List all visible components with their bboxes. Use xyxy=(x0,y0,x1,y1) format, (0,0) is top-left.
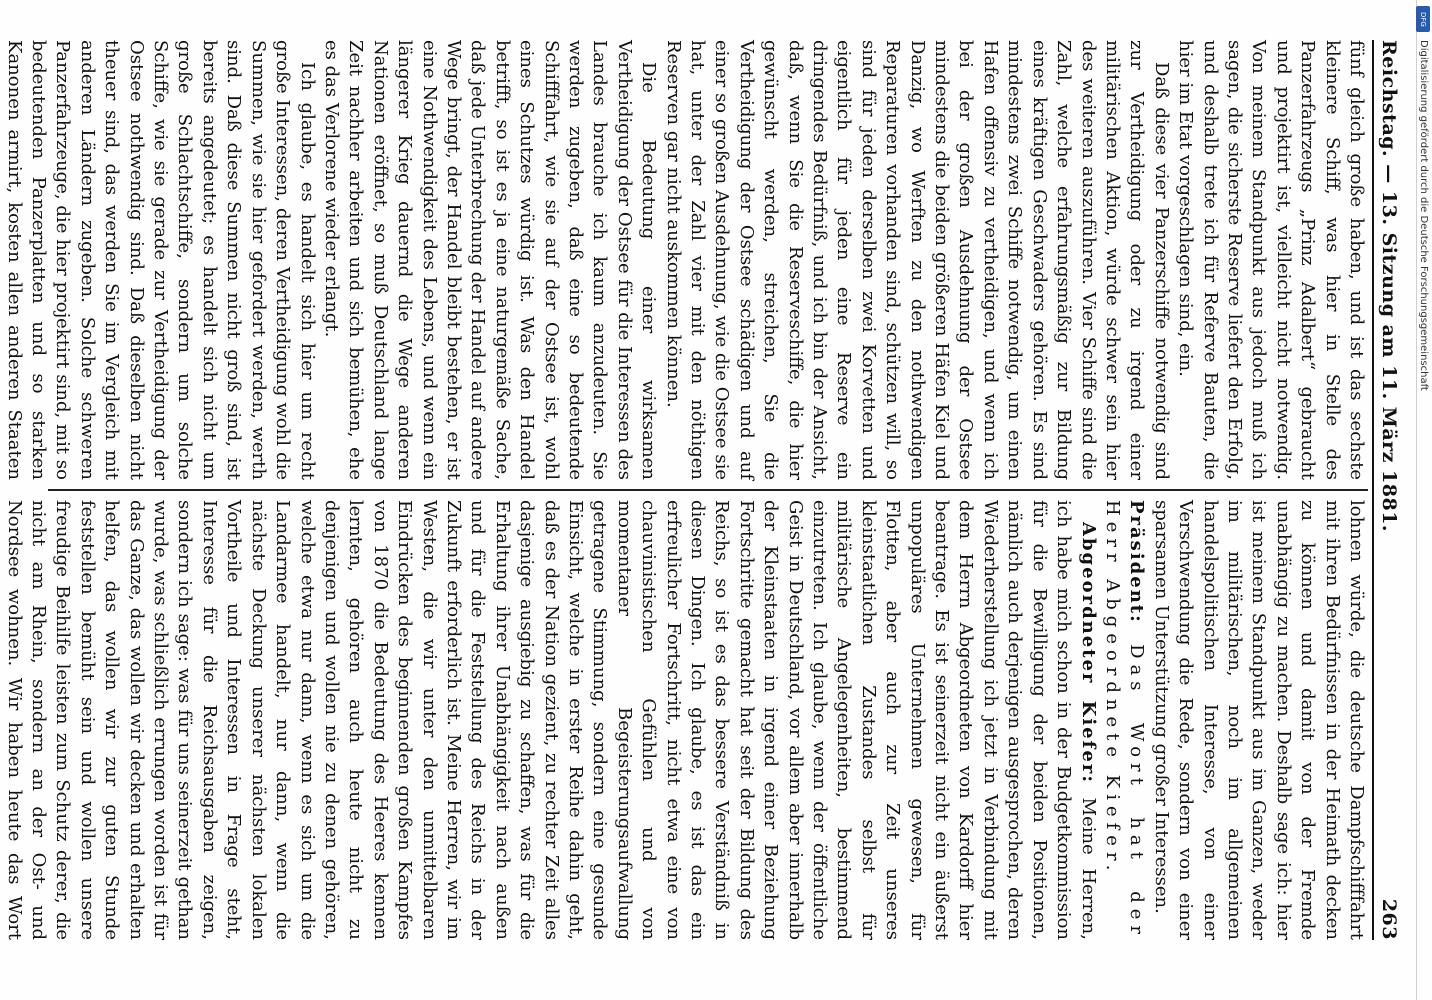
paragraph: Daß diese vier Panzerschiffe notwendig sind zur Vertheidigung oder zu irgend einer militärischen Aktion, würde schwer sein hier des weiteren auszuführen. Vier Schiffe sind die Zahl, welche erfahrungsmäßig zur Bildung eines kräftigen Geschwaders gehören. Es sind mindestens zwei Schiffe notwendig, um einen Hafen offensiv zu vertheidigen, und wenn ich bei der großen Ausdehnung der Ostsee mindestens die beiden größeren Häfen Kiel und Danzig, wo Werften zu den nothwendigen Reparaturen vorhanden sind, schützen will, so sind für jeden derselben zwei Korvetten und eigentlich für jeden eine Reserve ein dringendes Bedürfniß, und ich bin der Ansicht, daß, wenn Sie die Reserveschiffe, die hier gewünscht werden, streichen, Sie die Vertheidigung der Ostsee schädigen und auf einer so großen Ausdehnung, wie die Ostsee sie hat, unter der Zahl vier mit den nöthigen Reserven gar nicht auskommen können. xyxy=(662,40,1172,480)
digitization-sidebar xyxy=(1415,0,1432,1000)
digitization-note: Digitalisierung gefördert durch die Deutsche Forschungsgemeinschaft xyxy=(1418,40,1429,391)
right-column xyxy=(3,500,1368,940)
speech-text: Meine Herren, ich habe mich schon in der Budgetkommission für die Bewilligung der beiden Positionen, nämlich auch derjenigen ausgesprochen, deren Wiederherstellung ich jetzt in Verbindung mit dem Herrn Abgeordneten von Kardorff hier beantrage. Es ist seinerzeit nicht ein äußerst unpopuläres Unternehmen gewesen, für Flotten, aber auch zur Zeit unseres kleinstaatlichen Zustandes selbst für militärische Angelegenheiten, bestimmend einzutreten. Ich glaube, wenn der öffentliche Geist in Deutschland, vor allem aber innerhalb der Kleinstaaten in irgend einer Beziehung Fortschritte gemacht hat seit der Bildung des Reichs, so ist es das bessere Verständniß in diesen Dingen. Ich glaube, es ist das ein erfreulicher Fortschritt, nicht etwa eine von chauvinistischen Gefühlen und von momentaner Begeisterungsaufwallung getragene Stimmung, sondern eine gesunde Einsicht, welche in erster Reihe dahin geht, daß es der Nation gezient, zu rechter Zeit alles dasjenige ausgiebig zu schaffen, was für die Erhaltung ihrer Unabhängigkeit nach außen und für die Feststellung des Reichs in der Zukunft erforderlich ist. Meine Herren, wir im Westen, die wir unter den unmittelbaren Eindrücken des beginnenden großen Kampfes von 1870 die Bedeutung des Heeres kennen lernten, gehören auch heute nicht zu denjenigen und wollen nie zu denen gehören, welche etwa nur dann, wenn es sich um die Landarmee handelt, nur dann, wenn die nächste Deckung unserer nächsten lokalen Vortheile und Interessen in Frage steht, Interesse für die Reichsausgaben zeigen, sondern ich sage: was für uns seinerzeit gethan wurde, was schließlich errungen worden ist für das Ganze, das wollen wir decken und erhalten helfen, das wollen wir zur guten Stunde feststellen bemüht sein und wollen unsere freudige Beihilfe leisten zum Schutz derer, die nicht am Rhein, sondern an der Ost- und Nordsee wohnen. Wir haben heute das Wort xyxy=(3,500,1099,940)
paragraph: Ich glaube, es handelt sich hier um recht große Interessen, deren Vertheidigung wohl die Summen, wie sie hier gefordert werden, werth sind. Daß diese Summen nicht groß sind, ist bereits angedeutet; es handelt sich nicht um große Schlachtschiffe, sondern um solche Schiffe, wie sie gerade zur Vertheidigung der Ostsee nothwendig sind. Daß dieselben nicht theuer sind, das werden Sie im Vergleich mit anderen Ländern zugeben. Solche schweren Panzerfahrzeuge, die hier projektirt sind, mit so bedeutenden Panzerplatten und so starken Kanonen armirt, kosten allen anderen Staaten xyxy=(3,40,318,480)
column-divider xyxy=(48,489,1368,491)
paragraph: lohnen würde, die deutsche Dampfschifffahrt mit ihren Bedürfnissen in der Heimath decken zu können und damit von der Fremde unabhängig zu machen. Deshalb sage ich: hier ist meinem Standpunkt aus im Ganzen, weder im militärischen, noch im allgemeinen handelspolitischen Interesse, von einer Verschwendung die Rede, sondern von einer sparsamen Unterstützung großer Interessen. xyxy=(1150,500,1367,940)
dfg-logo: DFG xyxy=(1416,6,1430,32)
speaker-name: Abgeordneter Kiefer: xyxy=(1077,522,1099,784)
paragraph: fünf gleich große haben, und ist das sechste kleinere Schiff, was hier in Stelle des Panzerfahrzeugs „Prinz Adalbert“ gebraucht und projektirt ist, vielleicht nicht notwendig. Von meinem Standpunkt aus jedoch muß ich sagen, die sicherste Reserve liefert den Erfolg, und deshalb trete ich für Referve Bauten, die hier im Etat vorgeschlagen sind, ein. xyxy=(1175,40,1367,480)
left-column xyxy=(3,40,1368,480)
running-head xyxy=(1372,40,1410,940)
speech-paragraph xyxy=(0,500,1100,940)
paragraph: Die Bedeutung einer wirksamen Vertheidigung der Ostsee für die Interessen des Landes brauche ich kaum anzudeuten. Sie werden zugeben, daß eine so bedeutende Schifffahrt, wie sie auf der Ostsee ist, wohl eines Schutzes würdig ist. Was den Handel betrifft, so ist es ja eine naturgemäße Sache, daß jede Unterbrechung der Handel auf andere Wege bringt, der Handel bleibt bestehen, er ist eine Nothwendigkeit des Lebens, und wenn ein längerer Krieg dauernd die Wege anderen Nationen eröffnet, so muß Deutschland lange Zeit nachher arbeiten und sich bemühen, ehe es das Verlorene wieder erlangt. xyxy=(320,40,660,480)
president-announcement xyxy=(1100,500,1149,940)
president-label: Präsident: xyxy=(1126,500,1148,624)
running-head-title: Reichstag. — 13. Sitzung am 11. März 1881. xyxy=(1378,40,1400,533)
page-number: 263 xyxy=(1378,898,1400,940)
president-text: Das Wort hat der Herr Abgeordnete Kiefer. xyxy=(1101,500,1148,940)
